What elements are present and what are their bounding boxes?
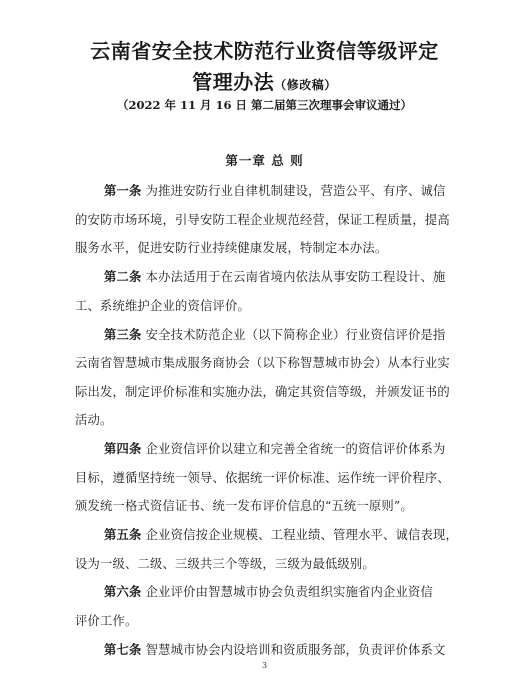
article-7-line-1 — [104, 640, 446, 658]
article-3-line-2: 云南省智慧城市集成服务商协会（以下称智慧城市协会）从本行业实 — [75, 356, 450, 370]
article-5-line-1 — [104, 525, 458, 543]
article-2-label: 第二条 — [104, 269, 142, 284]
article-3-label: 第三条 — [104, 327, 142, 342]
article-3-text: 安全技术防范企业（以下简称企业）行业资信评价是指 — [145, 328, 446, 342]
article-4-label: 第四条 — [104, 441, 142, 456]
article-5-label: 第五条 — [104, 527, 142, 542]
chapter-heading: 第一章 总 则 — [225, 153, 304, 168]
article-1-line-3: 服务水平，促进安防行业持续健康发展，特制定本办法。 — [75, 241, 388, 255]
article-2-line-1 — [104, 267, 446, 285]
approval-note: （2022 年 11 月 16 日 第二届第三次理事会审议通过） — [116, 98, 413, 112]
article-1-label: 第一条 — [104, 183, 142, 198]
page-number: 3 — [261, 661, 268, 670]
article-7-text: 智慧城市协会内设培训和资质服务部，负责评价体系文 — [145, 643, 446, 657]
article-4-line-2: 目标，遵循坚持统一领导、依据统一评价标准、运作统一评价程序、 — [75, 471, 450, 485]
article-4-line-1 — [104, 439, 446, 457]
article-1-line-1 — [104, 181, 446, 199]
article-3-line-4: 活动。 — [75, 413, 113, 427]
document-title-draft-note: （修改稿） — [274, 78, 337, 92]
article-5-line-2: 设为一级、二级、三级共三个等级，三级为最低级别。 — [75, 557, 375, 571]
article-2-text: 本办法适用于在云南省境内依法从事安防工程设计、施 — [145, 270, 446, 284]
article-6-text: 企业评价由智慧城市协会负责组织实施省内企业资信 — [145, 585, 434, 599]
document-title-line1: 云南省安全技术防范行业资信等级评定 — [90, 39, 439, 63]
article-5-text: 企业资信按企业规模、工程业绩、管理水平、诚信表现， — [145, 528, 459, 542]
article-3-line-3: 际出发，制定评价标准和实施办法，确定其资信等级，并颁发证书的 — [75, 385, 450, 399]
article-1-line-2: 的安防市场环境，引导安防工程企业规范经营，保证工程质量，提高 — [75, 213, 450, 227]
article-2-line-2: 工、系统维护企业的资信评价。 — [75, 299, 250, 313]
article-4-text: 企业资信评价以建立和完善全省统一的资信评价体系为 — [145, 442, 446, 456]
document-title-main: 管理办法 — [192, 70, 275, 94]
article-1-text: 为推进安防行业自律机制建设，营造公平、有序、诚信 — [145, 184, 446, 198]
article-6-line-2: 评价工作。 — [75, 614, 138, 628]
article-3-line-1 — [104, 325, 446, 343]
article-6-line-1 — [104, 582, 433, 600]
article-6-label: 第六条 — [104, 584, 142, 599]
article-4-line-3: 颁发统一格式资信证书、统一发布评价信息的“五统一原则”。 — [75, 499, 413, 513]
document-title-line2 — [0, 66, 529, 95]
article-7-label: 第七条 — [104, 642, 142, 657]
